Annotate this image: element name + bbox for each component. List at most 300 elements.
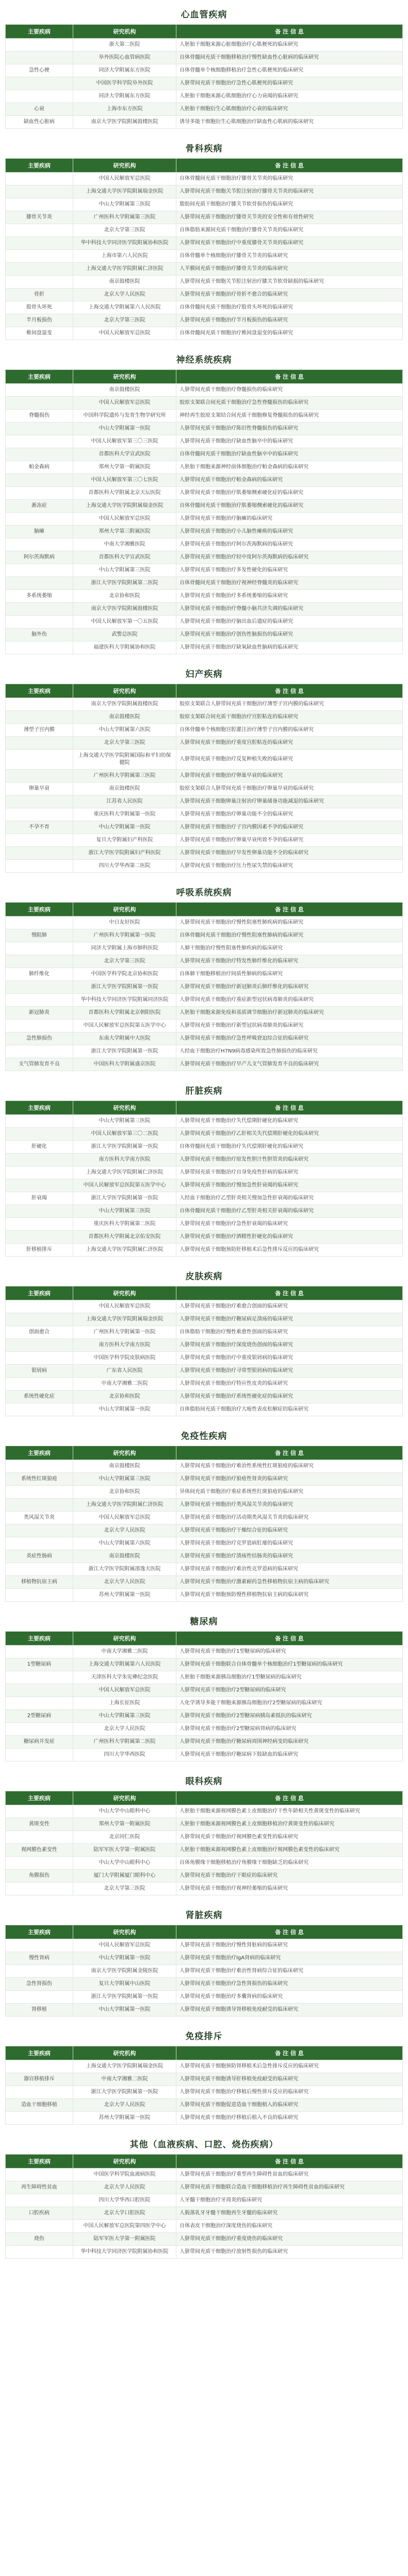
institution-cell: 中国医学科学院皮肤病医院 [73, 1352, 176, 1365]
note-cell: 自体骨髓间充质干细胞治疗椎间盘退变的临床研究 [176, 327, 403, 340]
institution-cell: 南京大学医学院附属金陵医院 [73, 1965, 176, 1978]
institution-cell: 北京大学人民医院 [73, 2181, 176, 2194]
header-notes: 备 注 信 息 [176, 903, 403, 917]
disease-cell [6, 2112, 73, 2125]
table-row [6, 64, 403, 77]
institution-cell: 中山大学附属第一医院 [73, 2004, 176, 2016]
header-disease: 主要疾病 [6, 159, 73, 173]
disease-cell: 渐冻症 [6, 500, 73, 513]
note-cell: 人脐带间充质干细胞治疗早产儿支气管肺发育不良的临床研究 [176, 1058, 403, 1071]
table-row [6, 173, 403, 185]
institution-cell: 中山大学中山眼科中心 [73, 1857, 176, 1870]
note-cell: 人脐带间充质干细胞治疗多囊肾病的临床研究 [176, 1991, 403, 2004]
note-cell: 异体间充质干细胞治疗重症系统性红斑狼疮的临床研究 [176, 1486, 403, 1499]
table-row [6, 1870, 403, 1883]
section [5, 1080, 403, 1257]
table-row [6, 603, 403, 616]
institution-cell: 上海市东方医院 [73, 103, 176, 116]
institution-cell: 陆军军医大学第一附属医院 [73, 2233, 176, 2246]
disease-cell [6, 384, 73, 397]
note-cell: 人脐带间充质干细胞治疗卵巢早衰所致不孕的临床研究 [176, 834, 403, 847]
note-cell: 自体脂肪来源间充质干细胞治疗膝骨关节炎的临床研究 [176, 224, 403, 237]
disease-cell: 系统性硬化症 [6, 1391, 73, 1403]
institution-cell: 南京大学医学院附属鼓楼医院 [73, 698, 176, 711]
disease-cell: 银屑病 [6, 1365, 73, 1378]
institution-cell: 郑州大学第三附属医院 [73, 526, 176, 538]
institution-cell: 上海交通大学医学院附属仁济医院 [73, 1166, 176, 1179]
institution-cell: 广东省人民医院 [73, 1365, 176, 1378]
disease-cell [6, 263, 73, 276]
note-cell: 自体骨髓单个核细胞移植治疗急性心肌梗死的临床研究 [176, 64, 403, 77]
disease-cell [6, 474, 73, 487]
disease-cell [6, 2246, 73, 2259]
note-cell: 人脐带间充质干细胞预防慢性移植物抗宿主病的临床研究 [176, 1589, 403, 1602]
note-cell: 人脐带间充质干细胞治疗移植后慢性排斥反应的临床研究 [176, 2086, 403, 2099]
header-institution: 研究机构 [73, 1632, 176, 1646]
institution-cell: 中山大学附属第三医院 [73, 1205, 176, 1218]
table-row [6, 1671, 403, 1684]
disease-cell: 肾移植 [6, 2004, 73, 2016]
disease-cell [6, 577, 73, 590]
disease-cell [6, 2220, 73, 2233]
table-header-row [6, 25, 403, 39]
table-row [6, 474, 403, 487]
note-cell: 人脐带间充质干细胞治疗重症新型冠状病毒肺炎的临床研究 [176, 994, 403, 1007]
table-row [6, 821, 403, 834]
trial-table [5, 2154, 403, 2259]
institution-cell: 南方医科大学南方医院 [73, 1154, 176, 1166]
note-cell: 人脐带间充质干细胞治疗半月板损伤的临床研究 [176, 314, 403, 327]
institution-cell: 首都医科大学宣武医院 [73, 448, 176, 461]
table-row [6, 929, 403, 942]
header-disease: 主要疾病 [6, 684, 73, 698]
note-cell: 人经血干细胞治疗H7N9病毒感染所致急性肺损伤的临床研究 [176, 1045, 403, 1058]
disease-cell [6, 1524, 73, 1537]
institution-cell: 浙江大学医学院附属第一医院 [73, 981, 176, 994]
note-cell: 人脐带间充质干细胞治疗脑出血后遗症的临床研究 [176, 616, 403, 629]
table-row [6, 1192, 403, 1205]
table-row [6, 2194, 403, 2207]
header-institution: 研究机构 [73, 1791, 176, 1805]
section [5, 4, 403, 129]
institution-cell: 广州医科大学附属第一医院 [73, 929, 176, 942]
table-row [6, 917, 403, 929]
institution-cell: 北京大学第三医院 [73, 955, 176, 968]
disease-cell [6, 397, 73, 410]
table-row [6, 1218, 403, 1231]
table-row [6, 2246, 403, 2259]
note-cell: 人脐带间充质干细胞治疗难治性肾病综合征的临床研究 [176, 1965, 403, 1978]
disease-cell [6, 917, 73, 929]
table-header-row [6, 1791, 403, 1805]
table-row [6, 1326, 403, 1339]
note-cell: 人脐带间充质干细胞治疗脊髓小脑共济失调的临床研究 [176, 603, 403, 616]
disease-cell [6, 52, 73, 64]
note-cell: 人脐带间充质干细胞治疗放射性损伤的临床研究 [176, 2246, 403, 2259]
institution-cell: 北京协和医院 [73, 1391, 176, 1403]
institution-cell: 中日友好医院 [73, 917, 176, 929]
note-cell: 人脐带间充质干细胞治疗脑瘫的临床研究 [176, 513, 403, 526]
table-header-row [6, 684, 403, 698]
disease-cell [6, 1313, 73, 1326]
header-notes: 备 注 信 息 [176, 2155, 403, 2168]
disease-cell: 多系统萎缩 [6, 590, 73, 603]
note-cell: 人脐带间充质干细胞治疗陈旧性脊髓损伤的临床研究 [176, 422, 403, 435]
table-header-row [6, 2046, 403, 2060]
note-cell: 人脐带间充质干细胞治疗乙肝相关失代偿期肝硬化的临床研究 [176, 1128, 403, 1141]
table-row [6, 461, 403, 474]
institution-cell: 北京大学第三医院 [73, 224, 176, 237]
disease-cell [6, 2168, 73, 2181]
disease-cell [6, 77, 73, 90]
section [5, 664, 403, 873]
table-row [6, 724, 403, 737]
note-cell: 人脐带间充质干细胞治疗小儿脑性瘫痪的临床研究 [176, 526, 403, 538]
note-cell: 人化学诱导多能干细胞来源胰岛细胞治疗2型糖尿病的临床研究 [176, 1697, 403, 1710]
header-notes: 备 注 信 息 [176, 1101, 403, 1115]
institution-cell: 武警总医院 [73, 629, 176, 641]
note-cell: 人脐带间充质干细胞治疗干眼症的临床研究 [176, 1870, 403, 1883]
table-row [6, 2168, 403, 2181]
institution-cell: 郑州大学第一附属医院 [73, 461, 176, 474]
disease-cell [6, 1684, 73, 1697]
table-row [6, 1965, 403, 1978]
table-row [6, 448, 403, 461]
trial-table [5, 684, 403, 873]
disease-cell [6, 750, 73, 770]
institution-cell: 南京鼓楼医院 [73, 276, 176, 289]
header-notes: 备 注 信 息 [176, 2046, 403, 2060]
table-row [6, 397, 403, 410]
disease-cell [6, 1646, 73, 1658]
disease-cell: 慢阻肺 [6, 929, 73, 942]
header-disease: 主要疾病 [6, 1925, 73, 1939]
note-cell: 人脐带间充质干细胞预防肾移植术后急性排斥反应的临床研究 [176, 2060, 403, 2073]
institution-cell: 中山大学附属第一医院 [73, 1952, 176, 1965]
table-row [6, 641, 403, 654]
disease-cell [6, 198, 73, 211]
note-cell: 人脐带间充质干细胞治疗类风湿关节炎的临床研究 [176, 1499, 403, 1512]
note-cell: 人脐带间充质干细胞治疗创伤性脑损伤的临床研究 [176, 629, 403, 641]
note-cell: 人胚胎干细胞衍生心肌细胞治疗心衰的临床研究 [176, 103, 403, 116]
disease-cell [6, 1403, 73, 1416]
disease-cell [6, 1154, 73, 1166]
disease-cell [6, 1179, 73, 1192]
institution-cell: 南京鼓楼医院 [73, 783, 176, 795]
table-row [6, 564, 403, 577]
table-row [6, 1166, 403, 1179]
note-cell: 人脐带间充质干细胞治疗子宫内膜因素不孕的临床研究 [176, 821, 403, 834]
note-cell: 人脐带间充质干细胞治疗急性心肌梗死的临床研究 [176, 77, 403, 90]
disease-cell: 阿尔茨海默病 [6, 551, 73, 564]
disease-cell [6, 860, 73, 873]
table-row [6, 737, 403, 750]
table-row [6, 2207, 403, 2220]
institution-cell: 上海交通大学医学院附属瑞金医院 [73, 2060, 176, 2073]
disease-cell: 创面愈合 [6, 1326, 73, 1339]
institution-cell: 四川大学华西医院 [73, 1749, 176, 1761]
institution-cell: 首都医科大学附属北京天坛医院 [73, 487, 176, 500]
table-row [6, 1576, 403, 1589]
disease-cell [6, 795, 73, 808]
table-row [6, 1952, 403, 1965]
trial-table [5, 2046, 403, 2125]
table-row [6, 2086, 403, 2099]
section [5, 1426, 403, 1602]
table-row [6, 783, 403, 795]
header-disease: 主要疾病 [6, 25, 73, 39]
section [5, 349, 403, 654]
header-notes: 备 注 信 息 [176, 159, 403, 173]
section [5, 1611, 403, 1761]
table-row [6, 698, 403, 711]
note-cell: 人脐带间充质干细胞治疗自身免疫性肝病的临床研究 [176, 1166, 403, 1179]
disease-cell: 股骨头坏死 [6, 301, 73, 314]
trial-table [5, 1631, 403, 1761]
disease-cell [6, 1723, 73, 1736]
institution-cell: 中国人民解放军第一〇五医院 [73, 616, 176, 629]
disease-cell [6, 1697, 73, 1710]
institution-cell: 南京鼓楼医院 [73, 384, 176, 397]
note-cell: 自体骨髓间充质干细胞移植治疗慢性缺血性心脏病的临床研究 [176, 52, 403, 64]
note-cell: 人脐带间充质干细胞促进造血干细胞植入的临床研究 [176, 2099, 403, 2112]
note-cell: 人牙髓干细胞治疗牙周炎的临床研究 [176, 2194, 403, 2207]
disease-cell [6, 847, 73, 860]
institution-cell: 中国人民解放军总医院 [73, 397, 176, 410]
table-row [6, 2060, 403, 2073]
institution-cell: 重庆医科大学附属第二医院 [73, 1218, 176, 1231]
institution-cell: 四川大学华西口腔医院 [73, 2194, 176, 2207]
table-row [6, 211, 403, 224]
table-row [6, 1537, 403, 1550]
table-row [6, 994, 403, 1007]
table-row [6, 1563, 403, 1576]
disease-cell [6, 698, 73, 711]
note-cell: 自体骨髓间充质干细胞治疗肌萎缩侧索硬化的临床研究 [176, 500, 403, 513]
institution-cell: 中国人民解放军总医院 [73, 1939, 176, 1952]
disease-cell [6, 1499, 73, 1512]
table-row [6, 289, 403, 301]
note-cell: 人脐带间充质干细胞治疗视神经萎缩的临床研究 [176, 1883, 403, 1895]
note-cell: 人脐带间充质干细胞治疗系统性硬化症的临床研究 [176, 1391, 403, 1403]
disease-cell [6, 1589, 73, 1602]
note-cell: 胶原支架联合人脐带间充质干细胞治疗薄型子宫内膜的临床研究 [176, 698, 403, 711]
institution-cell: 广州医科大学附属第一医院 [73, 1326, 176, 1339]
institution-cell: 浙江大学医学院附属第二医院 [73, 577, 176, 590]
section-title: 免疫性疾病 [181, 1431, 227, 1442]
section-title: 皮肤疾病 [185, 1272, 223, 1282]
table-row [6, 327, 403, 340]
table-row [6, 1007, 403, 1020]
table-row [6, 1524, 403, 1537]
institution-cell: 陆军军医大学第一附属医院 [73, 1844, 176, 1857]
disease-cell: 类风湿关节炎 [6, 1512, 73, 1524]
note-cell: 自体角膜缘干细胞移植治疗角膜缘干细胞缺乏的临床研究 [176, 1857, 403, 1870]
trial-table [5, 24, 403, 129]
institution-cell: 浙江大学医学院附属第一医院 [73, 1192, 176, 1205]
note-cell: 自体骨髓间充质干细胞治疗乙型肝炎相关肝衰竭的临床研究 [176, 1205, 403, 1218]
table-header-row [6, 1101, 403, 1115]
institution-cell: 中南大学湘雅医院 [73, 538, 176, 551]
disease-cell [6, 737, 73, 750]
disease-cell [6, 538, 73, 551]
note-cell: 人脐带间充质干细胞治疗重型再生障碍性贫血的临床研究 [176, 2168, 403, 2181]
table-header-row [6, 1632, 403, 1646]
note-cell: 人脐带间充质干细胞治疗糖尿病下肢缺血的临床研究 [176, 1749, 403, 1761]
table-row [6, 90, 403, 103]
institution-cell: 中山大学附属第三医院 [73, 198, 176, 211]
trial-table [5, 902, 403, 1071]
note-cell: 人脐带间充质干细胞治疗克罗恩病肛瘘的临床研究 [176, 1537, 403, 1550]
header-institution: 研究机构 [73, 1286, 176, 1300]
institution-cell: 首都医科大学附属北京佑安医院 [73, 1231, 176, 1244]
institution-cell: 中山大学附属第三医院 [73, 1710, 176, 1723]
disease-cell: 新冠肺炎 [6, 1007, 73, 1020]
table-header-row [6, 2155, 403, 2168]
note-cell: 人胚胎干细胞来源视网膜色素上皮细胞移植治疗黄斑变性的临床研究 [176, 1818, 403, 1831]
note-cell: 自体骨髓单个核细胞治疗膝骨关节炎的临床研究 [176, 250, 403, 263]
section-title: 糖尿病 [190, 1617, 218, 1627]
disease-cell: 造血干细胞移植 [6, 2099, 73, 2112]
table-row [6, 1818, 403, 1831]
note-cell: 人脐带间充质干细胞关节腔注射治疗膝骨关节炎的临床研究 [176, 185, 403, 198]
table-row [6, 577, 403, 590]
institution-cell: 复旦大学附属妇产科医院 [73, 834, 176, 847]
institution-cell: 同济大学附属上海市肺科医院 [73, 942, 176, 955]
table-row [6, 1831, 403, 1844]
section [5, 2134, 403, 2259]
disease-cell [6, 173, 73, 185]
note-cell: 人脐带间充质干细胞关节腔注射治疗膝关节软骨缺损的临床研究 [176, 276, 403, 289]
note-cell: 人脱落乳牙牙髓干细胞再生牙髓的临床研究 [176, 2207, 403, 2220]
disease-cell [6, 1045, 73, 1058]
disease-cell [6, 994, 73, 1007]
note-cell: 人脐带间充质干细胞治疗重度宫腔粘连的临床研究 [176, 737, 403, 750]
disease-cell [6, 435, 73, 448]
disease-cell [6, 711, 73, 724]
table-row [6, 1460, 403, 1473]
disease-cell: 肝衰竭 [6, 1192, 73, 1205]
table-row [6, 2073, 403, 2086]
table-row [6, 1723, 403, 1736]
table-row [6, 808, 403, 821]
table-row [6, 2004, 403, 2016]
disease-cell: 椎间盘退变 [6, 327, 73, 340]
note-cell: 人胚胎干细胞来源心肌细胞治疗心力衰竭的临床研究 [176, 90, 403, 103]
institution-cell: 浙江大学医学院附属第一医院 [73, 1045, 176, 1058]
disease-cell [6, 1749, 73, 1761]
disease-cell [6, 237, 73, 250]
header-notes: 备 注 信 息 [176, 370, 403, 384]
note-cell: 人脐带间充质干细胞治疗慢加急性肝衰竭的临床研究 [176, 1179, 403, 1192]
note-cell: 人脐带间充质干细胞治疗压力性尿失禁的临床研究 [176, 860, 403, 873]
note-cell: 人胚胎干细胞来源神经前体细胞治疗帕金森病的临床研究 [176, 461, 403, 474]
institution-cell: 中山大学附属第六医院 [73, 724, 176, 737]
disease-cell: 器官移植排斥 [6, 2073, 73, 2086]
table-row [6, 1844, 403, 1857]
table-row [6, 1339, 403, 1352]
header-disease: 主要疾病 [6, 1632, 73, 1646]
table-row [6, 1179, 403, 1192]
disease-cell: 系统性红斑狼疮 [6, 1473, 73, 1486]
note-cell: 人脐带间充质干细胞治疗糖尿病足溃疡的临床研究 [176, 1313, 403, 1326]
note-cell: 人脐带间充质干细胞治疗肌萎缩侧索硬化症的临床研究 [176, 487, 403, 500]
section-title: 心血管疾病 [181, 10, 227, 20]
note-cell: 人胚胎干细胞来源心脏细胞治疗心肌梗死的临床研究 [176, 39, 403, 52]
table-row [6, 1128, 403, 1141]
disease-cell: 角膜损伤 [6, 1870, 73, 1883]
table-row [6, 513, 403, 526]
header-notes: 备 注 信 息 [176, 1925, 403, 1939]
table-row [6, 955, 403, 968]
note-cell: 人脐带间充质干细胞治疗缺血性脑卒中的临床研究 [176, 435, 403, 448]
institution-cell: 北京大学口腔医院 [73, 2207, 176, 2220]
note-cell: 人脐带间充质干细胞治疗卵巢功能不全的临床研究 [176, 808, 403, 821]
table-header-row [6, 159, 403, 173]
note-cell: 人脐带间充质干细胞治疗脊髓损伤的临床研究 [176, 384, 403, 397]
institution-cell: 华中科技大学同济医学院附属协和医院 [73, 2246, 176, 2259]
note-cell: 人脐带间充质干细胞治疗反复种植失败的临床研究 [176, 750, 403, 770]
institution-cell: 中国医学科学院阜外医院 [73, 77, 176, 90]
table-row [6, 1313, 403, 1326]
institution-cell: 上海交通大学医学院附属仁济医院 [73, 1499, 176, 1512]
table-row [6, 2099, 403, 2112]
disease-cell [6, 224, 73, 237]
disease-cell [6, 1537, 73, 1550]
table-row [6, 1300, 403, 1313]
note-cell: 人脐带间充质干细胞治疗多系统萎缩的临床研究 [176, 590, 403, 603]
note-cell: 人胚胎干细胞来源免疫和基质调节细胞治疗新冠肺炎的临床研究 [176, 1007, 403, 1020]
table-row [6, 301, 403, 314]
institution-cell: 北京同仁医院 [73, 1831, 176, 1844]
institution-cell: 中国医科大学附属盛京医院 [73, 1058, 176, 1071]
institution-cell: 中国人民解放军总医院 [73, 1684, 176, 1697]
trial-table [5, 1446, 403, 1602]
institution-cell: 广州医科大学附属第三医院 [73, 211, 176, 224]
header-notes: 备 注 信 息 [176, 1791, 403, 1805]
disease-cell: 卵巢早衰 [6, 783, 73, 795]
table-row [6, 1244, 403, 1257]
note-cell: 人脐带间充质干细胞治疗难愈合创面的临床研究 [176, 1300, 403, 1313]
table-row [6, 551, 403, 564]
institution-cell: 厦门大学附属厦门眼科中心 [73, 1870, 176, 1883]
disease-cell [6, 1486, 73, 1499]
disease-cell [6, 1300, 73, 1313]
disease-cell: 帕金森病 [6, 461, 73, 474]
table-row [6, 77, 403, 90]
note-cell: 自体骨髓间充质干细胞治疗失代偿期肝硬化的临床研究 [176, 1141, 403, 1154]
note-cell: 人脐带间充质干细胞治疗深度烧伤创面的临床研究 [176, 1339, 403, 1352]
institution-cell: 中国人民解放军总医院 [73, 1512, 176, 1524]
table-row [6, 1365, 403, 1378]
trial-table [5, 1286, 403, 1416]
table-row [6, 1473, 403, 1486]
note-cell: 人脐带间充质干细胞治疗中重度银屑病的临床研究 [176, 1352, 403, 1365]
disease-cell: 烧伤 [6, 2233, 73, 2246]
institution-cell: 北京大学人民医院 [73, 1576, 176, 1589]
table-row [6, 1710, 403, 1723]
disease-cell [6, 1883, 73, 1895]
table-row [6, 1805, 403, 1818]
header-notes: 备 注 信 息 [176, 1446, 403, 1460]
disease-cell [6, 808, 73, 821]
note-cell: 人脐带间充质干细胞治疗移植后植入不良的临床研究 [176, 2112, 403, 2125]
table-row [6, 1658, 403, 1671]
trial-table [5, 1791, 403, 1895]
note-cell: 神经再生胶原支架结合间充质干细胞修复脊髓损伤的临床研究 [176, 410, 403, 422]
disease-cell [6, 1205, 73, 1218]
disease-cell: 慢性肾病 [6, 1952, 73, 1965]
